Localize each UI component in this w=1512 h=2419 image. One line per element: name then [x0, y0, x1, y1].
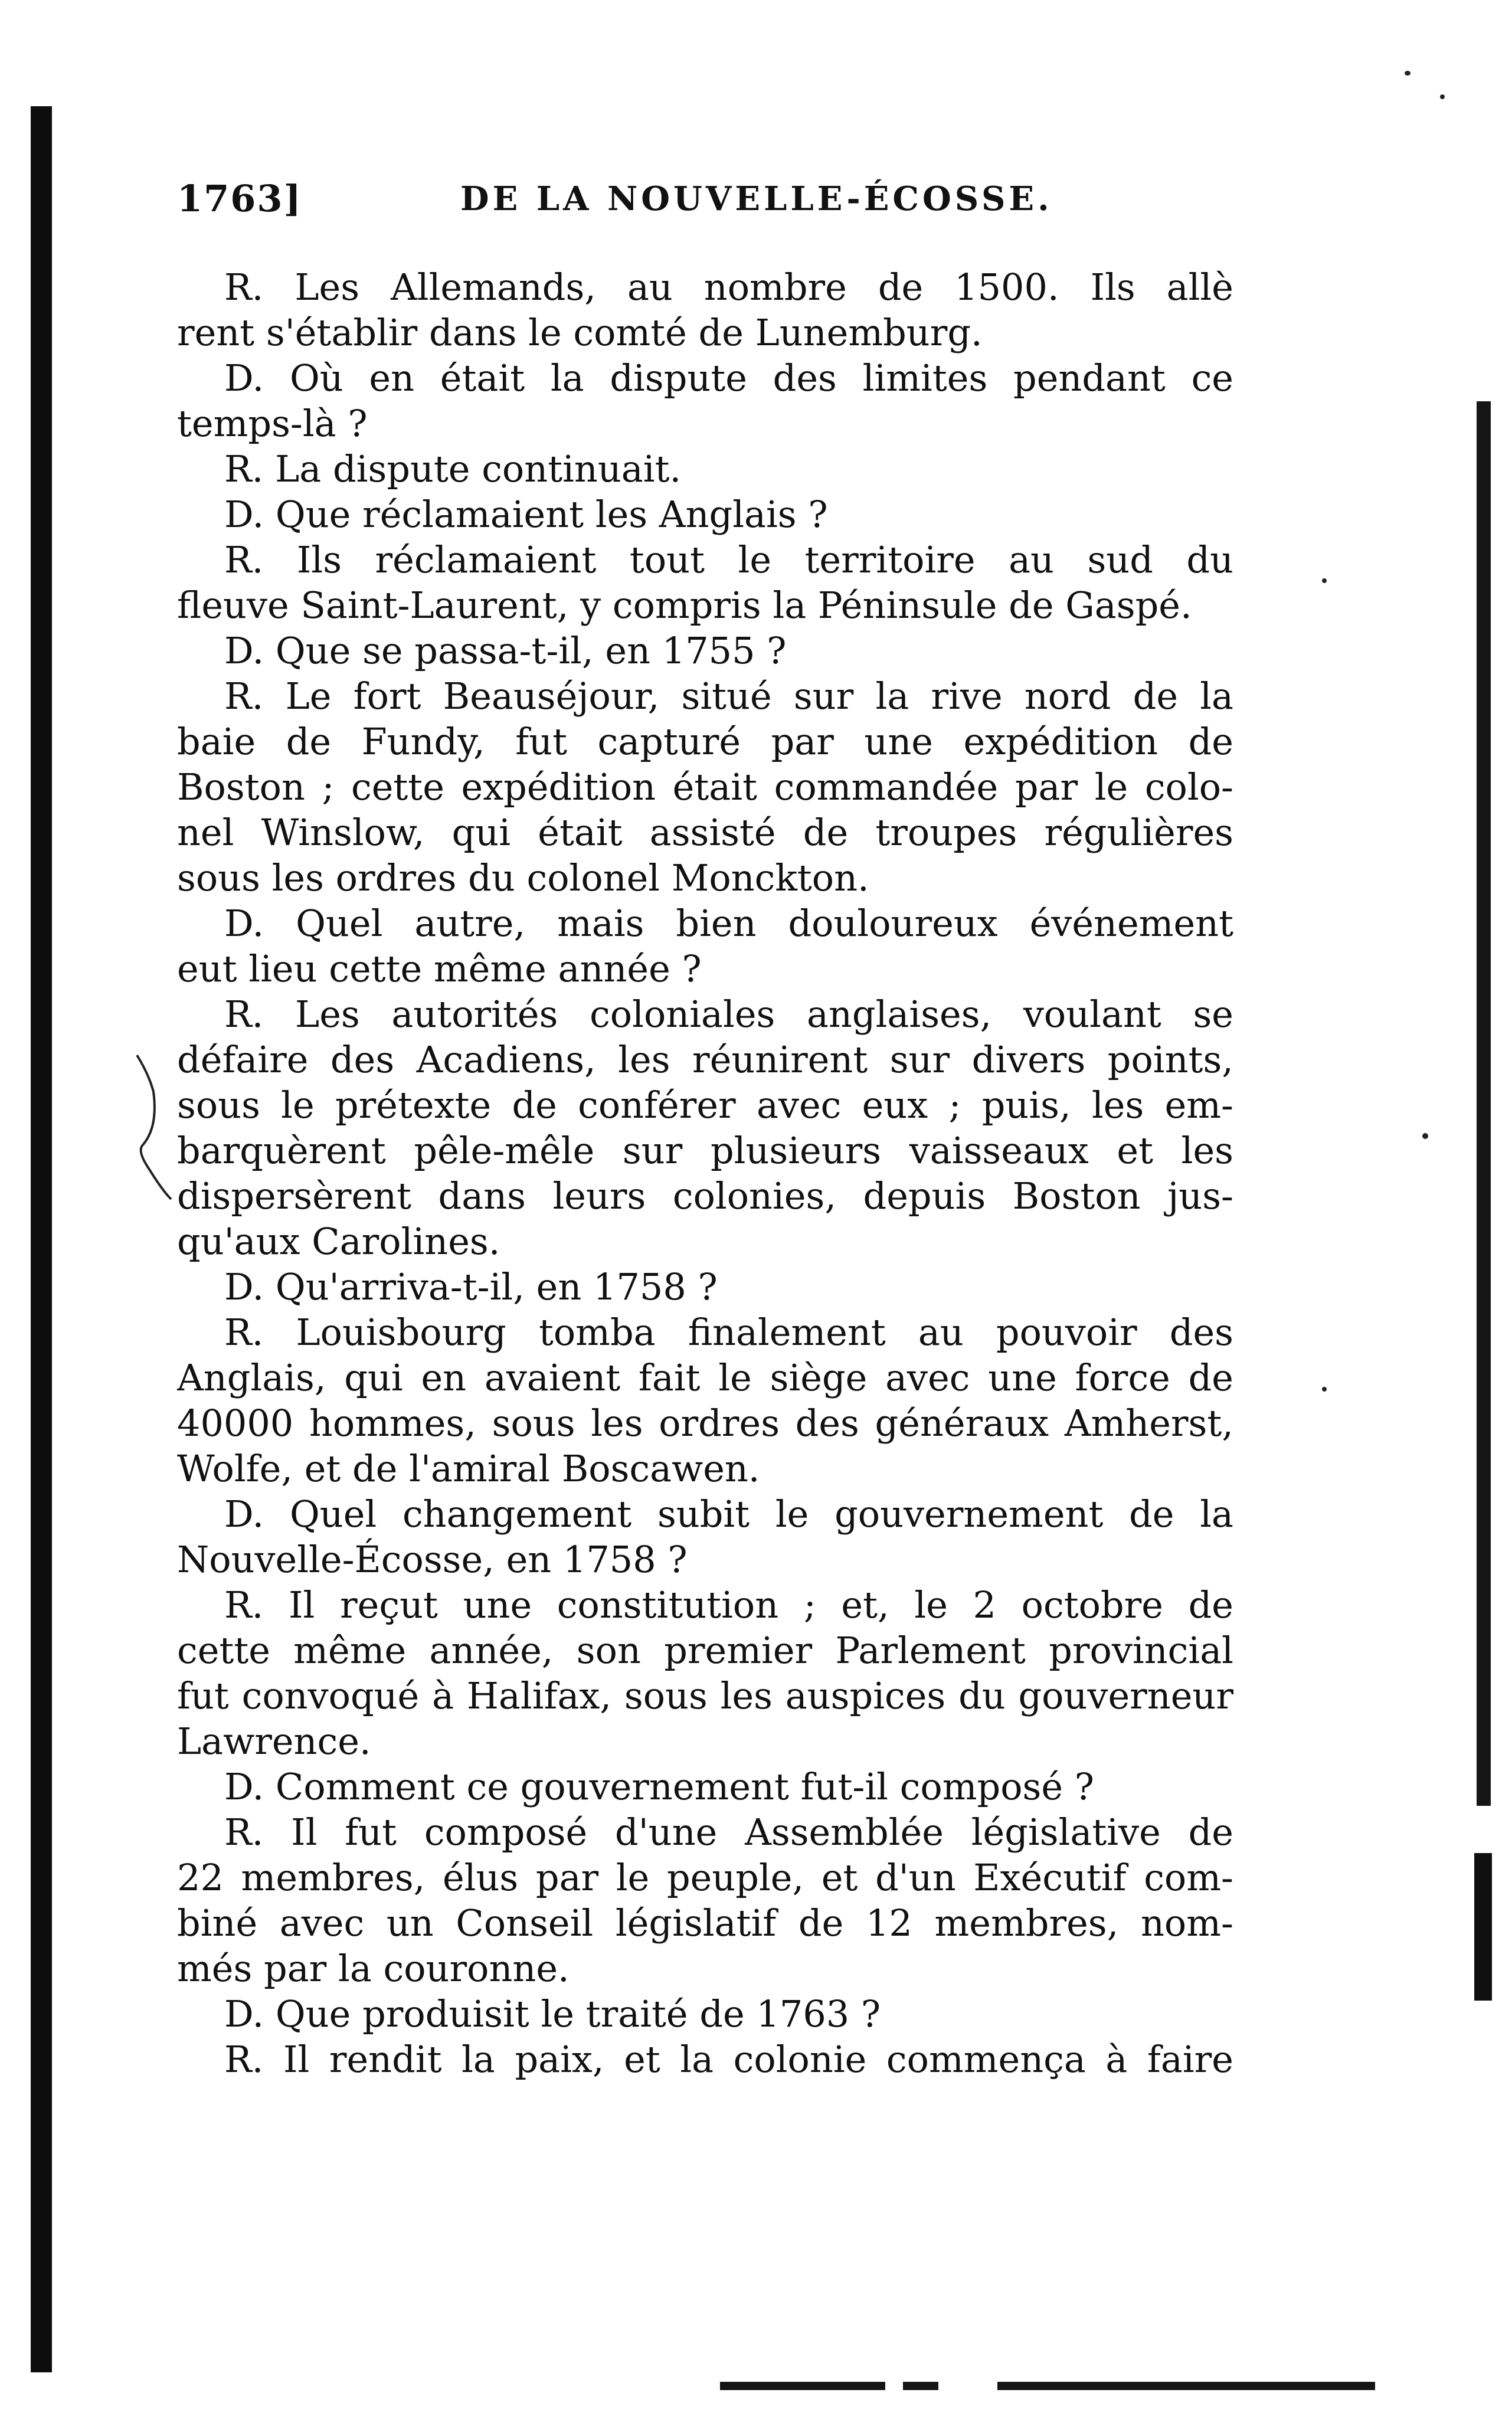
text-line: temps-là ?	[177, 402, 368, 445]
text-line: Boston ; cette expédition était commandée par le colo-	[177, 765, 1233, 808]
text-line: 40000 hommes, sous les ordres des généraux Amherst,	[177, 1402, 1233, 1445]
text-line: qu'aux Carolines.	[177, 1220, 500, 1263]
text-line: R. Il fut composé d'une Assemblée législative de	[224, 1811, 1233, 1854]
text-line: Lawrence.	[177, 1720, 371, 1763]
text-line: més par la couronne.	[177, 1947, 570, 1990]
text-line: R. Louisbourg tomba finalement au pouvoir des	[224, 1311, 1233, 1354]
text-line: barquèrent pêle-mêle sur plusieurs vaisseaux et les	[177, 1129, 1233, 1172]
text-line: D. Quel changement subit le gouvernement de la	[224, 1492, 1233, 1536]
margin-bracket-mark	[131, 1050, 172, 1204]
text-line: Nouvelle-Écosse, en 1758 ?	[177, 1538, 688, 1581]
text-line: sous le prétexte de conférer avec eux ; puis, les em-	[177, 1084, 1233, 1127]
scan-speck	[1322, 578, 1327, 583]
text-line: baie de Fundy, fut capturé par une expédition de	[177, 720, 1233, 763]
text-line: D. Qu'arriva-t-il, en 1758 ?	[224, 1265, 718, 1308]
scan-edge-right	[1477, 401, 1491, 1806]
text-line: Anglais, qui en avaient fait le siège avec une force de	[177, 1356, 1233, 1399]
text-line: R. Il rendit la paix, et la colonie commença à faire	[224, 2038, 1233, 2081]
body-text	[177, 264, 1233, 2082]
scan-speck	[1440, 94, 1445, 99]
text-line: fut convoqué à Halifax, sous les auspices du gouverneur	[177, 1674, 1233, 1717]
scan-edge-right-lower	[1474, 1853, 1492, 2001]
text-line: cette même année, son premier Parlement provincial	[177, 1629, 1233, 1672]
text-line: R. La dispute continuait.	[224, 447, 682, 490]
text-line: D. Que réclamaient les Anglais ?	[224, 493, 828, 536]
text-line: D. Quel autre, mais bien douloureux événement	[224, 902, 1233, 945]
scan-artifact-bottom	[997, 2382, 1375, 2390]
text-line: D. Comment ce gouvernement fut-il composé ?	[224, 1765, 1095, 1808]
text-line: Wolfe, et de l'amiral Boscawen.	[177, 1447, 760, 1490]
text-line: R. Les Allemands, au nombre de 1500. Ils allè	[224, 266, 1233, 309]
scan-speck	[1405, 71, 1410, 76]
text-line: D. Que se passa-t-il, en 1755 ?	[224, 629, 787, 672]
text-line: 22 membres, élus par le peuple, et d'un Exécutif com-	[177, 1856, 1233, 1899]
text-line: rent s'établir dans le comté de Lunemburg.	[177, 311, 983, 354]
text-line: R. Ils réclamaient tout le territoire au sud du	[224, 538, 1233, 581]
scan-speck	[1322, 1387, 1327, 1392]
scan-artifact-bottom	[720, 2382, 885, 2390]
running-header-title: DE LA NOUVELLE-ÉCOSSE.	[460, 179, 1053, 218]
text-line: D. Que produisit le traité de 1763 ?	[224, 1992, 881, 2035]
running-header	[177, 177, 1357, 224]
running-header-year: 1763]	[177, 177, 302, 220]
text-line: fleuve Saint-Laurent, y compris la Péninsule de Gaspé.	[177, 584, 1192, 627]
text-line: R. Le fort Beauséjour, situé sur la rive nord de la	[224, 675, 1233, 718]
text-line: D. Où en était la dispute des limites pendant ce	[224, 356, 1233, 400]
text-line: biné avec un Conseil législatif de 12 membres, nom-	[177, 1901, 1233, 1945]
scan-speck	[1422, 1133, 1428, 1139]
scan-edge-left	[31, 106, 52, 2372]
text-line: nel Winslow, qui était assisté de troupes régulières	[177, 811, 1233, 854]
text-line: dispersèrent dans leurs colonies, depuis Boston jus-	[177, 1174, 1233, 1217]
text-line: eut lieu cette même année ?	[177, 947, 702, 990]
text-line: sous les ordres du colonel Monckton.	[177, 856, 869, 899]
scan-artifact-bottom	[903, 2382, 938, 2390]
text-line: défaire des Acadiens, les réunirent sur divers points,	[177, 1038, 1233, 1081]
text-line: R. Il reçut une constitution ; et, le 2 octobre de	[224, 1583, 1233, 1626]
text-line: R. Les autorités coloniales anglaises, voulant se	[224, 993, 1233, 1036]
